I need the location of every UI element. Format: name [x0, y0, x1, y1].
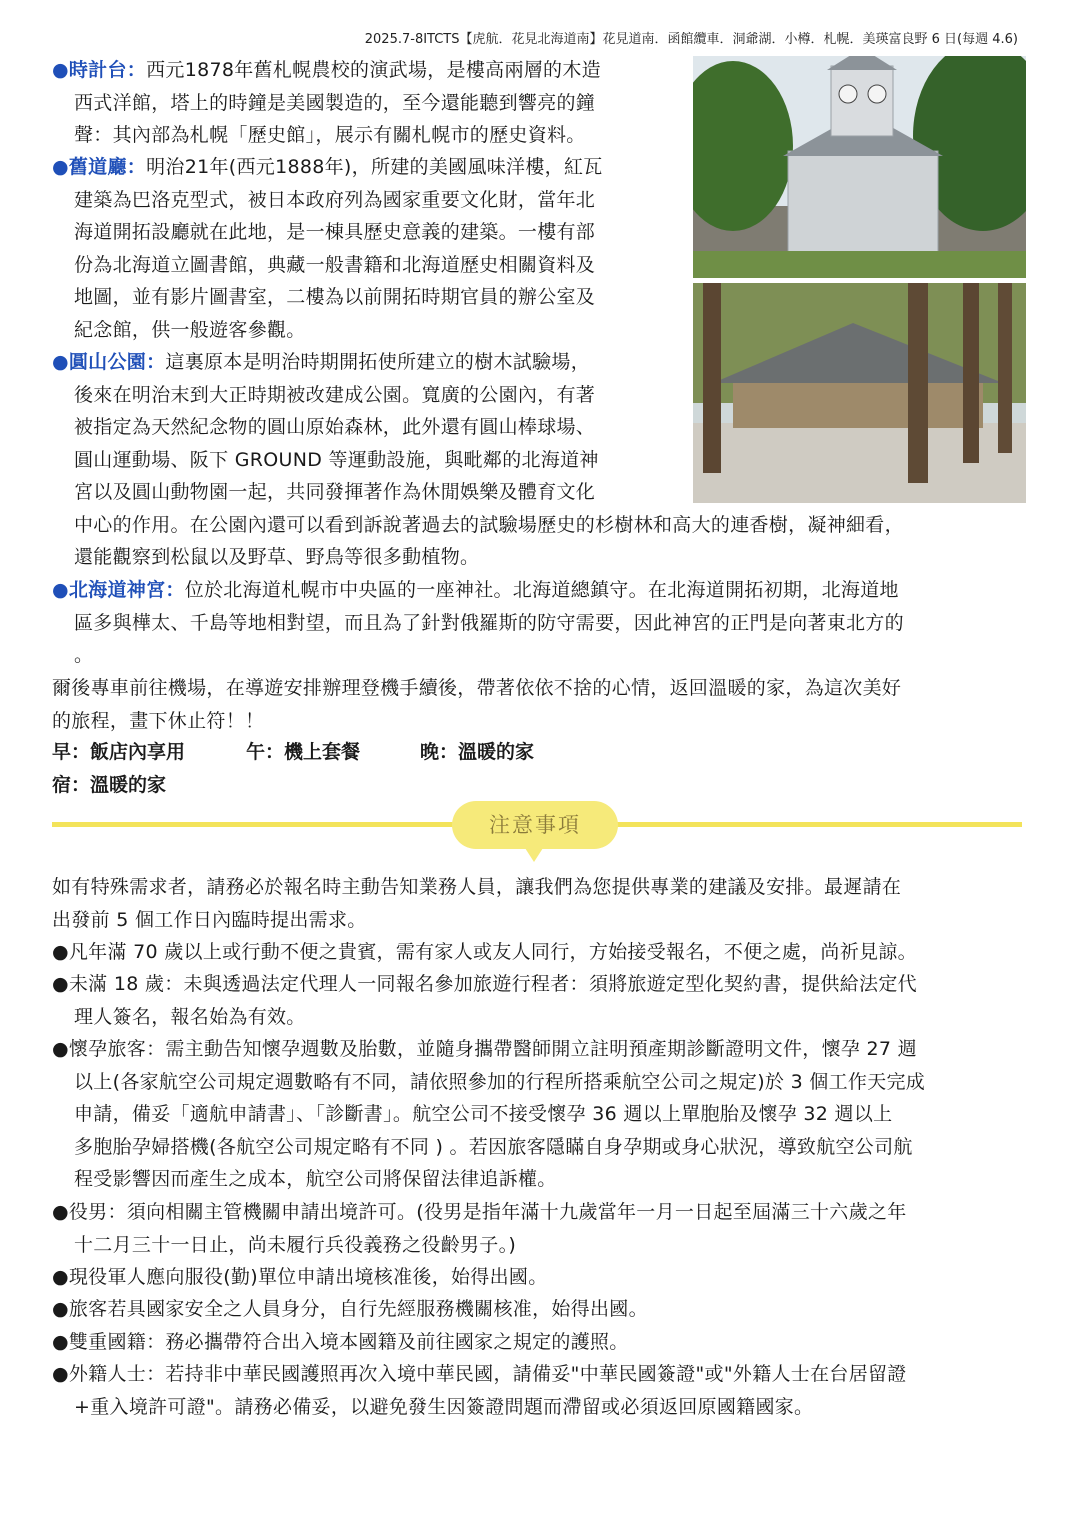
meal-breakfast: 早：飯店內享用	[52, 741, 186, 763]
closing-paragraph: 爾後專車前往機場，在導遊安排辦理登機手續後，帶著依依不捨的心情，返回溫暖的家，為這次美好 的旅程，畫下休止符！！	[52, 677, 902, 732]
lodging: 宿：溫暖的家	[52, 774, 167, 796]
notice-pointer	[525, 848, 543, 862]
notice-item-national-security: ●旅客若具國家安全之人員身分，自行先經服務機關核准，始得出國。	[52, 1298, 648, 1320]
notice-intro: 如有特殊需求者，請務必於報名時主動告知業務人員，讓我們為您提供專業的建議及安排。最遲請在 出發前 5 個工作日內臨時提出需求。	[52, 876, 902, 931]
attraction-old-government: ●舊道廳：明治21年(西元1888年)，所建的美國風味洋樓，紅瓦 建築為巴洛克型式，被日本政府列為國家重要文化財，當年北 海道開拓設廳就在此地，是一棟具歷史意義的建築。一樓有部 份為北海道立圖書館，典藏一般書籍和北海道歷史相關資料及 地圖，並有影片圖書室，二樓為以前開拓時期官員的辦公室及 紀念館，供一般遊客參觀。	[52, 156, 603, 341]
attraction-title: ●圓山公園：	[52, 351, 166, 373]
attraction-maruyama-park: ●圓山公園：這裏原本是明治時期開拓使所建立的樹木試驗場， 後來在明治末到大正時期被改建成公園。寬廣的公園內，有著 被指定為天然紀念物的圓山原始森林，此外還有圓山棒球場、 圓山運動場、阪下 GROUND 等運動設施，與毗鄰的北海道神 宮以及圓山動物園一起，共同發揮著作為休閒娛樂及體育文化 中心的作用。在公園內還可以看到訴說著過去的試驗場歷史的杉樹林和高大的連香樹，凝神細看， 還能觀察到松鼠以及野草、野鳥等很多動植物。	[52, 351, 904, 568]
attraction-title: ●北海道神宮：	[52, 579, 185, 601]
attraction-title: ●舊道廳：	[52, 156, 147, 178]
meals-row	[52, 736, 534, 768]
meal-lunch: 午：機上套餐	[246, 741, 361, 763]
page-header: 2025.7-8ITCTS【虎航．花見北海道南】花見道南．函館纜車．洞爺湖．小樽．札幌．美瑛富良野 6 日(每週 4.6)	[364, 32, 1018, 47]
notice-item-military-age: ●役男：須向相關主管機關申請出境許可。(役男是指年滿十九歲當年一月一日起至屆滿三十六歲之年 十二月三十一日止，尚未履行兵役義務之役齡男子。)	[52, 1201, 907, 1256]
notice-item-pregnancy: ●懷孕旅客：需主動告知懷孕週數及胎數，並隨身攜帶醫師開立註明預產期診斷證明文件，懷孕 27 週 以上(各家航空公司規定週數略有不同，請依照參加的行程所搭乘航空公司之規定)於 3 個工作天完成 申請，備妥「適航申請書」、「診斷書」。航空公司不接受懷孕 36 週以上單胞胎及懷孕 32 週以上 多胞胎孕婦搭機(各航空公司規定略有不同 ) 。若因旅客隱瞞自身孕期或身心狀況，導致航空公司航 程受影響因而產生之成本，航空公司將保留法律追訴權。	[52, 1038, 926, 1190]
attraction-clock-tower: ●時計台：西元1878年舊札幌農校的演武場，是樓高兩層的木造 西式洋館，塔上的時鐘是美國製造的，至今還能聽到響亮的鐘 聲：其內部為札幌「歷史館」，展示有關札幌市的歷史資料。	[52, 59, 601, 146]
notice-item-minor: ●未滿 18 歲：未與透過法定代理人一同報名參加旅遊行程者：須將旅遊定型化契約書，提供給法定代 理人簽名，報名始為有效。	[52, 973, 917, 1028]
attraction-hokkaido-shrine: ●北海道神宮：位於北海道札幌市中央區的一座神社。北海道總鎮守。在北海道開拓初期，北海道地 區多與樺太、千島等地相對望，而且為了針對俄羅斯的防守需要，因此神宮的正門是向著東北方的 。	[52, 579, 904, 666]
meal-dinner: 晚：溫暖的家	[420, 741, 535, 763]
notice-title: 注意事項	[452, 801, 618, 849]
notice-item-active-military: ●現役軍人應向服役(勤)單位申請出境核准後，始得出國。	[52, 1266, 548, 1288]
clock-tower-photo	[693, 56, 1026, 278]
attraction-title: ●時計台：	[52, 59, 147, 81]
notice-item-dual-nationality: ●雙重國籍：務必攜帶符合出入境本國籍及前往國家之規定的護照。	[52, 1331, 629, 1353]
notice-item-foreigners: ●外籍人士：若持非中華民國護照再次入境中華民國，請備妥"中華民國簽證"或"外籍人士在台居留證 +重入境許可證"。請務必備妥，以避免發生因簽證問題而滯留或必須返回原國籍國家。	[52, 1363, 907, 1418]
notice-item-elderly: ●凡年滿 70 歲以上或行動不便之貴賓，需有家人或友人同行，方始接受報名，不便之處，尚祈見諒。	[52, 941, 917, 963]
